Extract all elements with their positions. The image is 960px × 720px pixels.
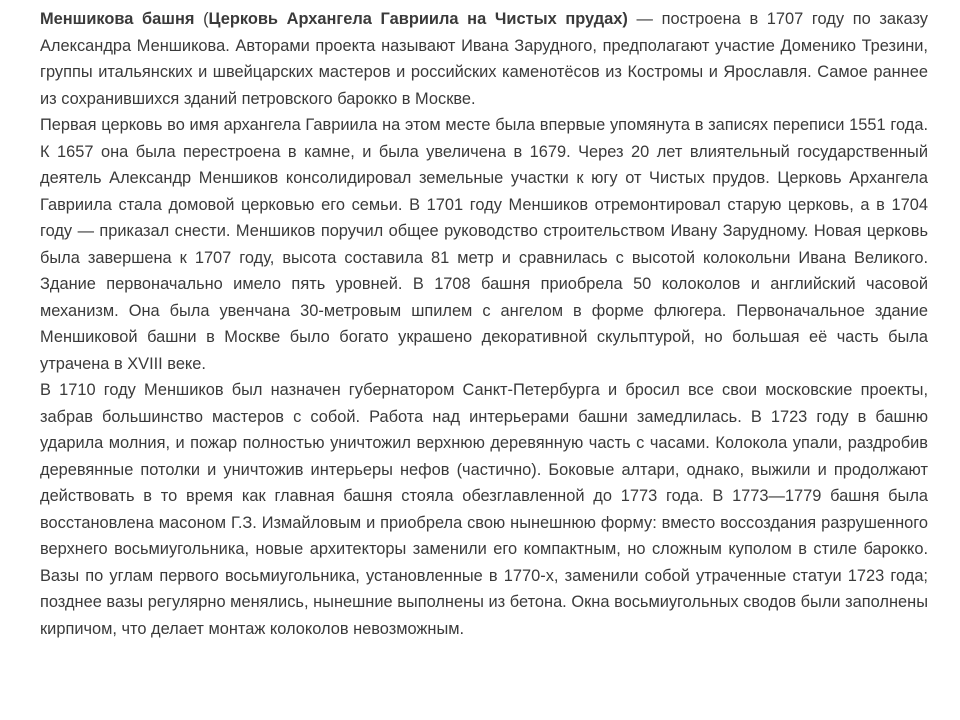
paragraph-history: Первая церковь во имя архангела Гавриила на этом месте была впервые упомянута в записях переписи 1551 года. К 1657 она была перестроена в камне, и была увеличена в 1679. Через 20 лет влиятельный государственный деятель Александр Меншиков консолидировал земельные участки к югу от Чистых прудов. Церковь Архангела Гавриила стала домовой церковью его семьи. В 1701 году Меншиков отремонтировал старую церковь, а в 1704 году — приказал снести. Меншиков поручил общее руководство строительством Ивану Зарудному. Новая церковь была завершена к 1707 году, высота составила 81 метр и сравнилась с высотой колокольни Ивана Великого. Здание первоначально имело пять уровней. В 1708 башня приобрела 50 колоколов и английский часовой механизм. Она была увенчана 30-метровым шпилем с ангелом в форме флюгера. Первоначальное здание Меншиковой башни в Москве было богато украшено декоративной скульптурой, но большая её часть была утрачена в XVIII веке. <box>40 116 928 373</box>
paragraph-intro <box>40 6 928 112</box>
document-body <box>40 6 928 642</box>
paragraph-restoration: В 1710 году Меншиков был назначен губернатором Санкт-Петербурга и бросил все свои московские проекты, забрав большинство мастеров с собой. Работа над интерьерами башни замедлилась. В 1723 году в башню ударила молния, и пожар полностью уничтожил верхнюю деревянную часть с часами. Колокола упали, раздробив деревянные потолки и уничтожив интерьеры нефов (частично). Боковые алтари, однако, выжили и продолжают действовать в то время как главная башня стояла обезглавленной до 1773 года. В 1773—1779 башня была восстановлена масоном Г.З. Измайловым и приобрела свою нынешнюю форму: вместо воссоздания разрушенного верхнего восьмиугольника, новые архитекторы заменили его компактным, но сложным куполом в стиле барокко. Вазы по углам первого восьмиугольника, установленные в 1770-х, заменили собой утраченные статуи 1723 года; позднее вазы регулярно менялись, нынешние выполнены из бетона. Окна восьмиугольных сводов были заполнены кирпичом, что делает монтаж колоколов невозможным. <box>40 381 928 638</box>
intro-text: — построена в 1707 году по заказу Александра Меншикова. Авторами проекта называют Ивана Зарудного, предполагают участие Доменико Трезини, группы итальянских и швейцарских мастеров и российских каменотёсов из Костромы и Ярославля. Самое раннее из сохранившихся зданий петровского барокко в Москве. <box>40 10 928 108</box>
open-paren: ( <box>194 10 209 28</box>
tower-name: Меншикова башня <box>40 10 195 28</box>
church-name: Церковь Архангела Гавриила на Чистых прудах) <box>208 10 628 28</box>
